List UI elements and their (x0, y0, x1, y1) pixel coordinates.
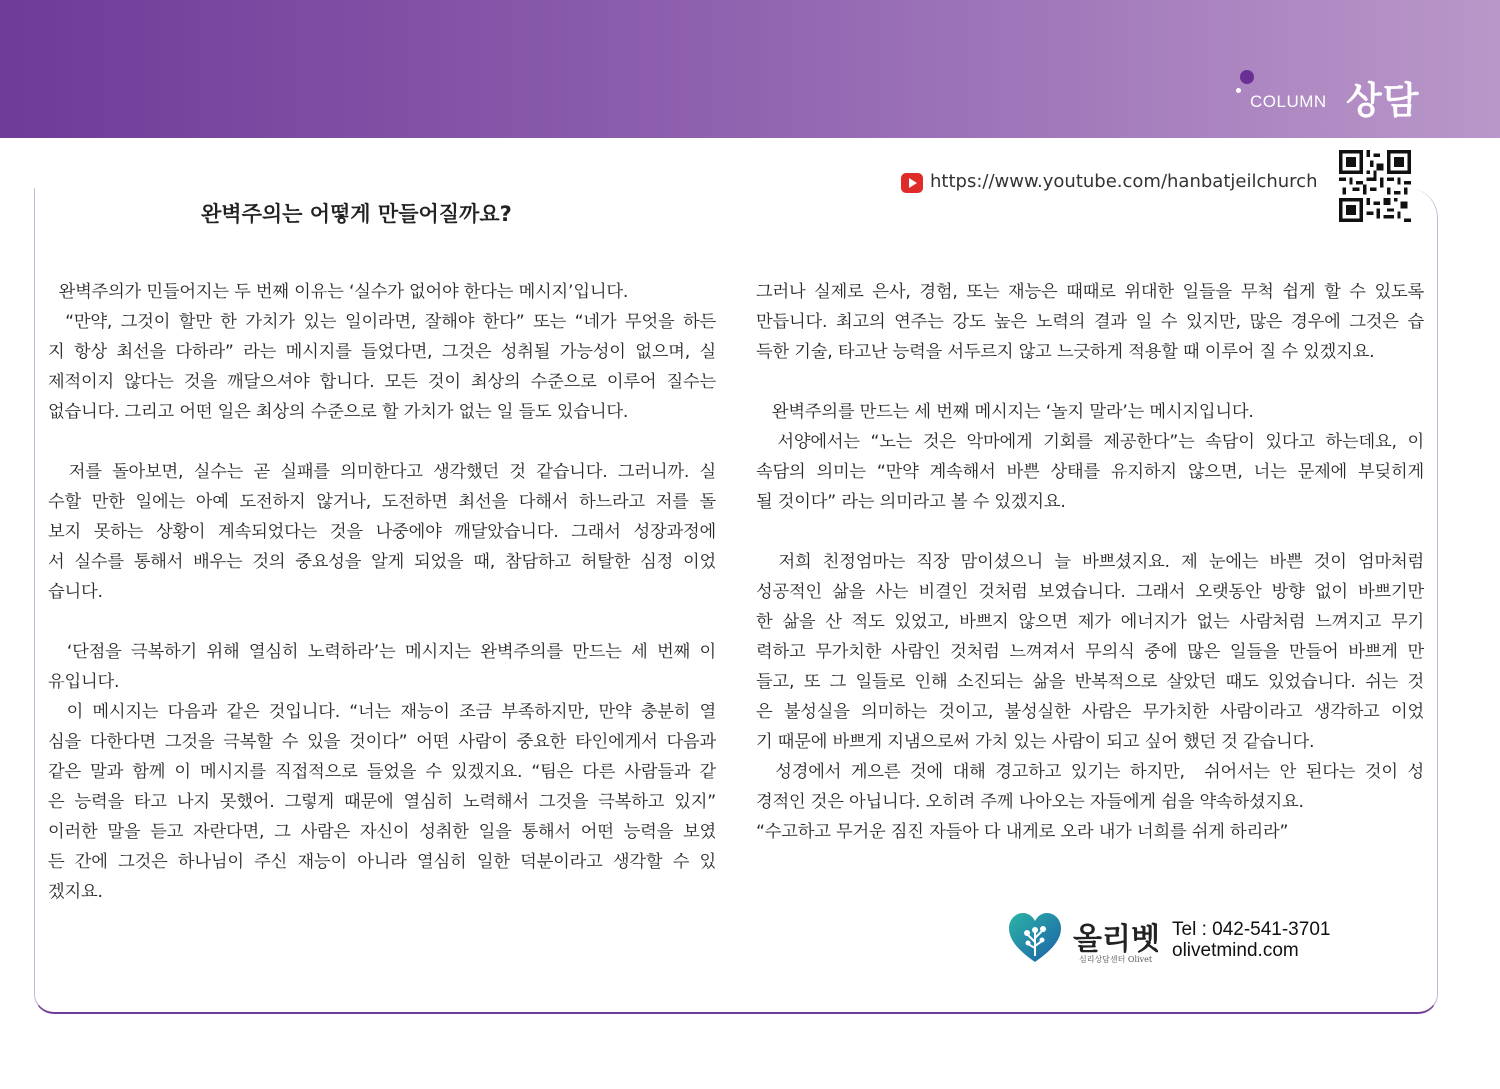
text-line: 성공적인 삶을 사는 비결인 것처럼 보였습니다. 그래서 오랫동안 방향 없이 바쁘기만 (756, 582, 1424, 602)
article-right-column (756, 277, 1424, 847)
text-line: 서 실수를 통해서 배우는 것의 중요성을 알게 되었을 때, 참담하고 허탈한 심정 이었 (48, 552, 716, 572)
text-line: 저를 돌아보면, 실수는 곧 실패를 의미한다고 생각했던 것 같습니다. 그러니까. 실 (48, 462, 716, 482)
text-line: “수고하고 무거운 짐진 자들아 다 내게로 오라 내가 너희를 쉬게 하리라” (756, 822, 1289, 842)
text-line: 득한 기술, 타고난 능력을 서두르지 않고 느긋하게 적용할 때 이루어 질 수 있겠지요. (756, 342, 1375, 362)
text-line: 경적인 것은 아닙니다. 오히려 주께 나아오는 자들에게 쉼을 약속하셨지요. (756, 792, 1304, 812)
text-line: 만듭니다. 최고의 연주는 강도 높은 노력의 결과 일 수 있지만, 많은 경우에 그것은 습 (756, 312, 1424, 332)
paragraph-gap (48, 607, 716, 637)
text-line: 은 능력을 타고 나지 못했어. 그렇게 때문에 열심히 노력해서 그것을 극복하고 있지” (48, 792, 716, 812)
website-link[interactable]: olivetmind.com (1172, 940, 1299, 961)
text-line: 그러나 실제로 은사, 경험, 또는 재능은 때때로 위대한 일들을 무척 쉽게 할 수 있도록 (756, 282, 1424, 302)
column-label: COLUMN (1250, 92, 1327, 111)
article-left-column (48, 277, 716, 907)
text-line: 저희 친정엄마는 직장 맘이셨으니 늘 바쁘셨지요. 제 눈에는 바쁜 것이 엄마처럼 (756, 552, 1424, 572)
paragraph-gap (756, 517, 1424, 547)
logo-name: 올리벳 (1073, 922, 1160, 957)
text-line: 지 항상 최선을 다하라” 라는 메시지를 들었다면, 그것은 성취될 가능성이 없으며, 실 (48, 342, 716, 362)
header-banner (0, 0, 1500, 138)
text-line: 들고, 또 그 일들로 인해 소진되는 삶을 반복적으로 살았던 때도 있었습니다. 쉬는 것 (756, 672, 1424, 692)
youtube-link[interactable]: https://www.youtube.com/hanbatjeilchurch (930, 171, 1318, 192)
text-line: ‘단점을 극복하기 위해 열심히 노력하라’는 메시지는 완벽주의를 만드는 세 번째 이 (48, 642, 716, 662)
text-line: 유입니다. (48, 672, 120, 692)
text-line: “만약, 그것이 할만 한 가치가 있는 일이라면, 잘해야 한다” 또는 “네가 무엇을 하든 (48, 312, 716, 332)
qr-code-icon (1338, 150, 1412, 222)
text-line: 서양에서는 “노는 것은 악마에게 기회를 제공한다”는 속담이 있다고 하는데요, 이 (756, 432, 1424, 452)
text-line: 기 때문에 바쁘게 지냄으로써 가치 있는 사람이 되고 싶어 했던 것 같습니다. (756, 732, 1315, 752)
column-title: 상담 (1346, 79, 1420, 122)
text-line: 습니다. (48, 582, 103, 602)
text-line: 될 것이다” 라는 의미라고 볼 수 있겠지요. (756, 492, 1066, 512)
text-line: 겠지요. (48, 882, 103, 902)
text-line: 속담의 의미는 “만약 계속해서 바쁜 상태를 유지하지 않으면, 너는 문제에 부딪히게 (756, 462, 1424, 482)
text-line: 완벽주의가 민들어지는 두 번째 이유는 ‘실수가 없어야 한다는 메시지’입니다. (48, 282, 629, 302)
text-line: 같은 말과 함께 이 메시지를 직접적으로 들었을 수 있겠지요. “팀은 다른 사람들과 같 (48, 762, 716, 782)
olivet-logo-icon (1008, 912, 1062, 964)
paragraph-gap (756, 367, 1424, 397)
phone-number: Tel : 042-541-3701 (1172, 919, 1331, 940)
text-line: 제적이지 않다는 것을 깨달으셔야 합니다. 모든 것이 최상의 수준으로 이루어 질수는 (48, 372, 716, 392)
text-line: 성경에서 게으른 것에 대해 경고하고 있기는 하지만, 쉬어서는 안 된다는 것이 성 (756, 762, 1424, 782)
youtube-icon[interactable] (901, 173, 923, 193)
text-line: 수할 만한 일에는 아예 도전하지 않거나, 도전하면 최선을 다해서 하느라고 저를 돌 (48, 492, 716, 512)
text-line: 이러한 말을 듣고 자란다면, 그 사람은 자신이 성취한 일을 통해서 어떤 능력을 보였 (48, 822, 716, 842)
text-line: 력하고 무가치한 사람인 것처럼 느껴져서 무의식 중에 많은 일들을 만들어 바쁘게 만 (756, 642, 1424, 662)
text-line: 은 불성실을 의미하는 것이고, 불성실한 사람은 무가치한 사람이라고 생각하고 이었 (756, 702, 1424, 722)
text-line: 완벽주의를 만드는 세 번째 메시지는 ‘놀지 말라’는 메시지입니다. (756, 402, 1254, 422)
text-line: 든 간에 그것은 하나님이 주신 재능이 아니라 열심히 일한 덕분이라고 생각할 수 있 (48, 852, 716, 872)
text-line: 보지 못하는 상황이 계속되었다는 것을 나중에야 깨달았습니다. 그래서 성장과정에 (48, 522, 716, 542)
text-line: 이 메시지는 다음과 같은 것입니다. “너는 재능이 조금 부족하지만, 만약 충분히 열 (48, 702, 716, 722)
text-line: 심을 다한다면 그것을 극복할 수 있을 것이다” 어떤 사람이 중요한 타인에게서 다음과 (48, 732, 716, 752)
text-line: 없습니다. 그리고 어떤 일은 최상의 수준으로 할 가치가 없는 일 들도 있습니다. (48, 402, 629, 422)
article-title: 완벽주의는 어떻게 만들어질까요? (201, 202, 512, 226)
paragraph-gap (48, 427, 716, 457)
text-line: 한 삶을 산 적도 있었고, 바쁘지 않으면 제가 에너지가 없는 사람처럼 느껴지고 무기 (756, 612, 1424, 632)
logo-subtitle: 심리상담센터 Olivet (1079, 955, 1153, 964)
